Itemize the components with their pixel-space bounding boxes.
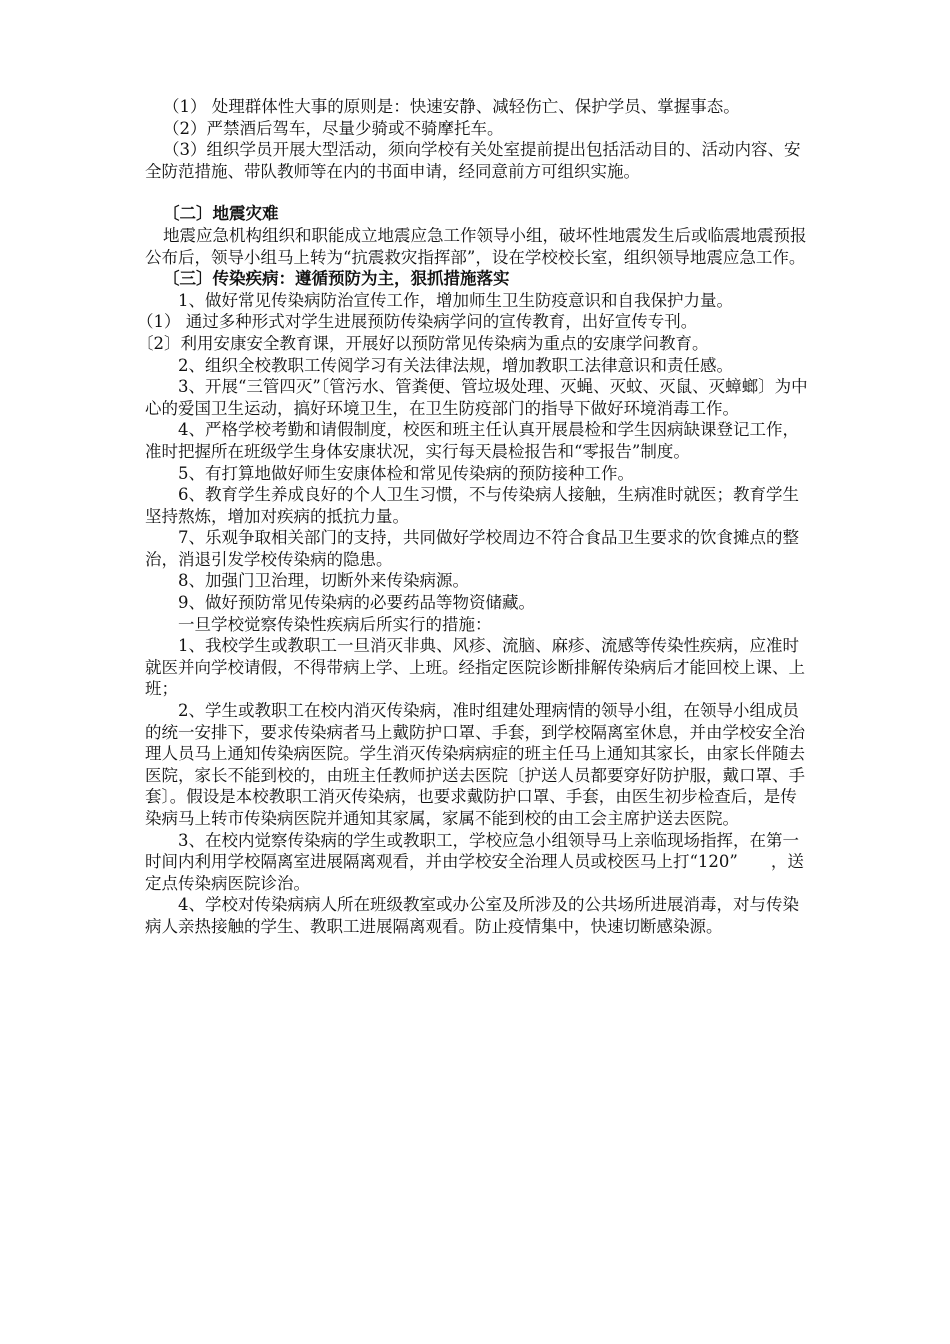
paragraph-measure-1: 1、我校学生或教职工一旦消灭非典、风疹、流脑、麻疹、流感等传染性疾病，应准时就医并向学校请假，不得带病上学、上班。经指定医院诊断排解传染病后才能回校上课、上班； xyxy=(145,636,805,699)
paragraph-no-drunk-driving: （2）严禁酒后驾车，尽量少骑或不骑摩托车。 xyxy=(163,118,504,138)
paragraph-item-9: 9、做好预防常见传染病的必要药品等物资储藏。 xyxy=(178,593,535,613)
paragraph-earthquake: 地震应急机构组织和职能成立地震应急工作领导小组，破坏性地震发生后或临震地震预报公布后，领导小组马上转为“抗震救灾指挥部”，设在学校校长室，组织领导地震应急工作。 xyxy=(145,225,807,267)
paragraph-measures-intro: 一旦学校觉察传染性疾病后所实行的措施： xyxy=(178,614,492,634)
paragraph-large-activity: （3）组织学员开展大型活动，须向学校有关处室提前提出包括活动目的、活动内容、安全防范措施、带队教师等在内的书面申请，经同意前方可组织实施。 xyxy=(145,140,801,181)
paragraph-item-5: 5、有打算地做好师生安康体检和常见传染病的预防接种工作。 xyxy=(178,463,634,483)
paragraph-principle: （1） 处理群体性大事的原则是：快速安静、减轻伤亡、保护学员、掌握事态。 xyxy=(163,97,740,116)
paragraph-item-2: 2、组织全校教职工传阅学习有关法律法规，增加教职工法律意识和责任感。 xyxy=(178,355,733,375)
paragraph-sub-item-1: （1） 通过多种形式对学生进展预防传染病学问的宣传教育，出好宣传专刊。 xyxy=(137,312,698,332)
paragraph-measure-2: 2、学生或教职工在校内消灭传染病，准时组建处理病情的领导小组，在领导小组成员的统一安排下，要求传染病者马上戴防护口罩、手套，到学校隔离室休息，并由学校安全治理人员马上通知传染病医院。学生消灭传染病病症的班主任马上通知其家长，由家长伴随去医院，家长不能到校的，由班主任教师护送去医院〔护送人员都要穿好防护服，戴口罩、手套〕。假设是本校教职工消灭传染病，也要求戴防护口罩、手套，由医生初步检查后，是传染病马上转市传染病医院并通知其家属，家属不能到校的由工会主席护送去医院。 xyxy=(145,701,805,828)
paragraph-item-1: 1、做好常见传染病防治宣传工作，增加师生卫生防疫意识和自我保护力量。 xyxy=(178,290,733,310)
paragraph-sub-item-2: 〔2〕利用安康安全教育课，开展好以预防常见传染病为重点的安康学问教育。 xyxy=(137,333,709,353)
paragraph-measure-3: 3、在校内觉察传染病的学生或教职工，学校应急小组领导马上亲临现场指挥，在第一时间内利用学校隔离室进展隔离观看，并由学校安全治理人员或校医马上打“120” ，送定点传染病医院诊治。 xyxy=(145,830,804,893)
paragraph-item-6: 6、教育学生养成良好的个人卫生习惯，不与传染病人接触，生病准时就医；教育学生坚持熬炼，增加对疾病的抵抗力量。 xyxy=(145,485,799,526)
heading-earthquake: 〔二〕地震灾难 xyxy=(163,204,279,224)
paragraph-measure-4: 4、学校对传染病病人所在班级教室或办公室及所涉及的公共场所进展消毒，对与传染病人亲热接触的学生、教职工进展隔离观看。防止疫情集中，快速切断感染源。 xyxy=(145,895,799,936)
paragraph-item-8: 8、加强门卫治理，切断外来传染病源。 xyxy=(178,571,469,591)
heading-infectious-disease: 〔三〕传染疾病：遵循预防为主，狠抓措施落实 xyxy=(163,269,510,289)
document-body xyxy=(137,96,810,938)
paragraph-item-7: 7、乐观争取相关部门的支持，共同做好学校周边不符合食品卫生要求的饮食摊点的整治，消退引发学校传染病的隐患。 xyxy=(145,528,799,569)
paragraph-item-4: 4、严格学校考勤和请假制度，校医和班主任认真开展晨检和学生因病缺课登记工作，准时把握所在班级学生身体安康状况，实行每天晨检报告和“零报告”制度。 xyxy=(145,420,799,461)
paragraph-item-3: 3、开展“三管四灭”〔管污水、管粪便、管垃圾处理、灭蝇、灭蚊、灭鼠、灭蟑螂〕为中心的爱国卫生运动，搞好环境卫生，在卫生防疫部门的指导下做好环境消毒工作。 xyxy=(145,377,808,418)
